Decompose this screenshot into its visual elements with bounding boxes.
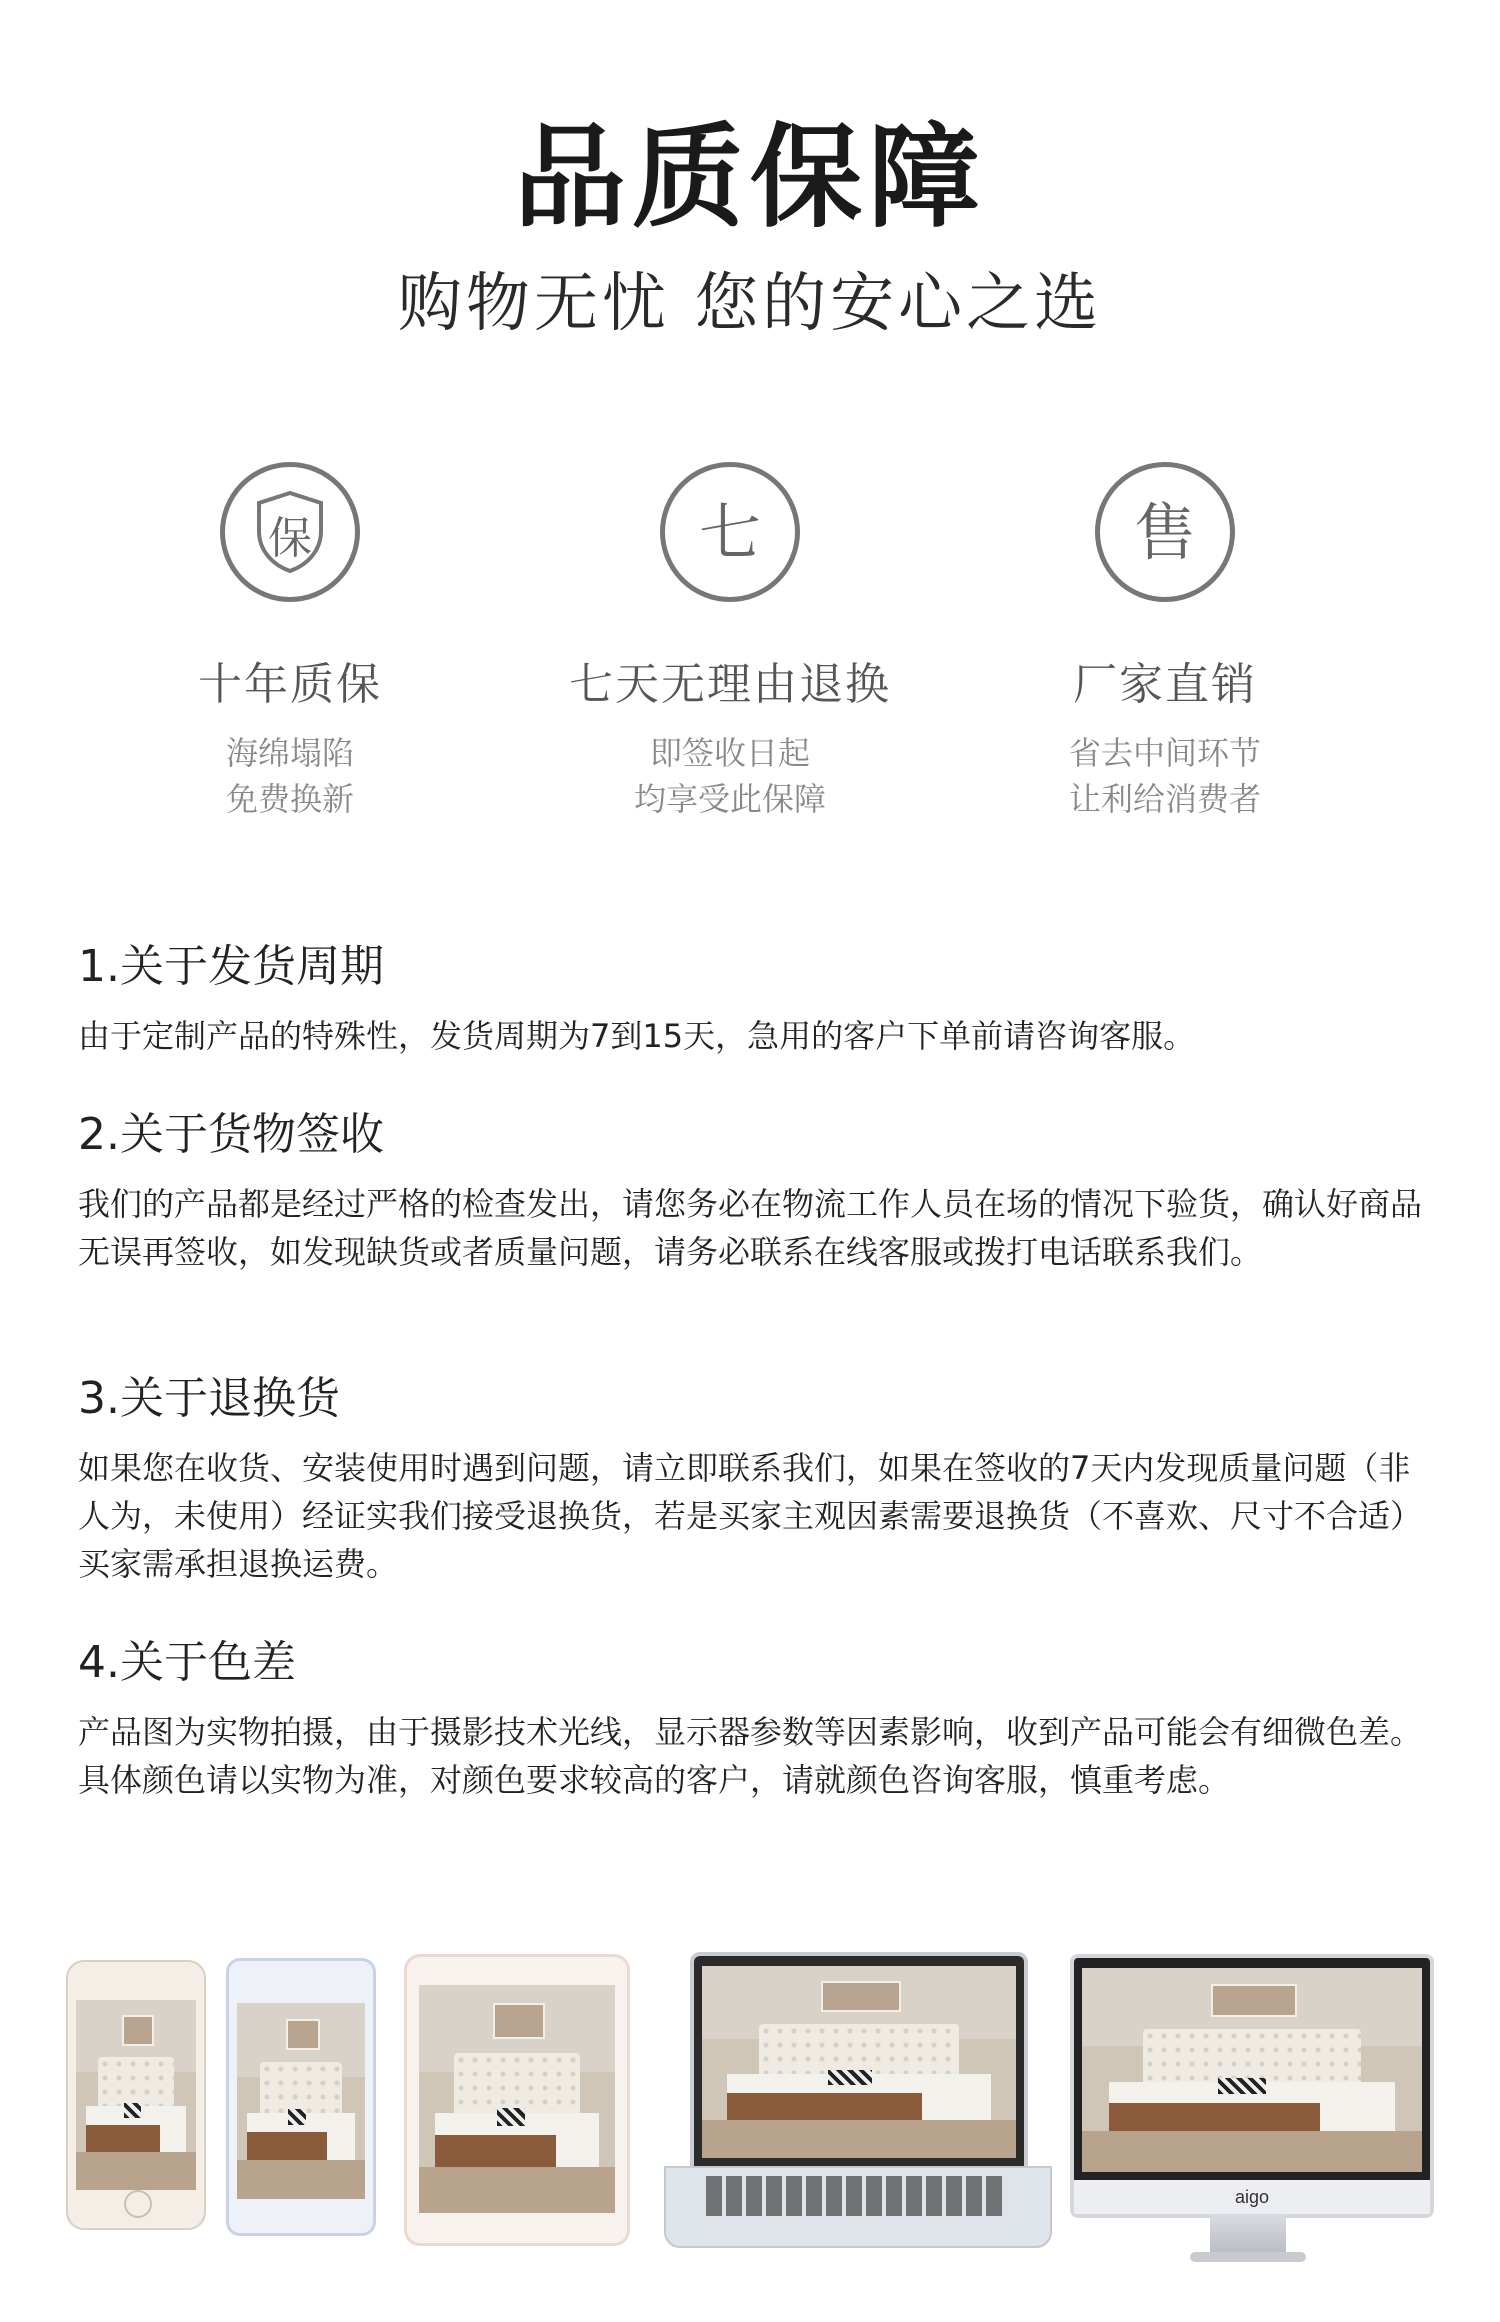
feature-warranty — [80, 462, 500, 822]
monitor-base — [1190, 2252, 1306, 2262]
page-title: 品质保障 — [514, 113, 986, 243]
section-heading: 1.关于发货周期 — [78, 941, 384, 992]
feature-title: 十年质保 — [198, 659, 382, 710]
section-body: 如果您在收货、安装使用时遇到问题，请立即联系我们，如果在签收的7天内发现质量问题（非人为，未使用）经证实我们接受退换货，若是买家主观因素需要退换货（不喜欢、尺寸不合适）买家需承担退换运费。 — [78, 1449, 1423, 1583]
section-receipt — [78, 1098, 1438, 1276]
laptop-keyboard — [664, 2166, 1052, 2248]
feature-direct-sale — [955, 462, 1375, 822]
feature-desc-line1: 省去中间环节 — [1068, 734, 1261, 772]
section-heading: 4.关于色差 — [78, 1637, 296, 1688]
monitor-device — [1070, 1954, 1434, 2218]
feature-desc-line2: 免费换新 — [225, 780, 354, 818]
feature-desc-line1: 海绵塌陷 — [225, 734, 354, 772]
section-heading: 2.关于货物签收 — [78, 1109, 384, 1160]
feature-title: 厂家直销 — [1073, 659, 1257, 710]
shield-glyph: 保 — [268, 513, 312, 564]
section-body: 我们的产品都是经过严格的检查发出，请您务必在物流工作人员在场的情况下验货，确认好商品无误再签收，如发现缺货或者质量问题，请务必联系在线客服或拨打电话联系我们。 — [78, 1185, 1423, 1271]
feature-desc-line2: 均享受此保障 — [633, 780, 826, 818]
section-color — [78, 1626, 1438, 1804]
section-body: 由于定制产品的特殊性，发货周期为7到15天，急用的客户下单前请咨询客服。 — [78, 1017, 1196, 1055]
phone-device — [66, 1960, 206, 2230]
direct-sale-icon — [1095, 462, 1235, 602]
section-shipping — [78, 930, 1438, 1060]
feature-seven-days — [520, 462, 940, 822]
section-heading: 3.关于退换货 — [78, 1373, 340, 1424]
seven-glyph: 七 — [698, 496, 761, 569]
bed-photo — [702, 1966, 1016, 2158]
section-body: 产品图为实物拍摄，由于摄影技术光线，显示器参数等因素影响，收到产品可能会有细微色差。具体颜色请以实物为准，对颜色要求较高的客户，请就颜色咨询客服，慎重考虑。 — [78, 1713, 1423, 1799]
tablet-device — [404, 1954, 630, 2246]
monitor-stand — [1210, 2214, 1286, 2254]
phone-device — [226, 1958, 376, 2236]
devices-illustration — [0, 1940, 1500, 2322]
seven-days-icon — [660, 462, 800, 602]
monitor-brand-logo: aigo — [1234, 2187, 1270, 2207]
feature-desc-line1: 即签收日起 — [649, 734, 810, 772]
sale-glyph: 售 — [1133, 496, 1196, 569]
shield-icon — [220, 462, 360, 602]
page-subtitle: 购物无忧 您的安心之选 — [397, 267, 1103, 341]
bed-photo — [237, 2003, 365, 2199]
feature-title: 七天无理由退换 — [569, 659, 891, 710]
bed-photo — [419, 1985, 615, 2213]
feature-desc-line2: 让利给消费者 — [1068, 780, 1261, 818]
bed-photo — [1082, 1968, 1422, 2172]
bed-photo — [76, 2000, 196, 2190]
section-returns — [78, 1362, 1438, 1588]
laptop-device — [690, 1952, 1028, 2170]
